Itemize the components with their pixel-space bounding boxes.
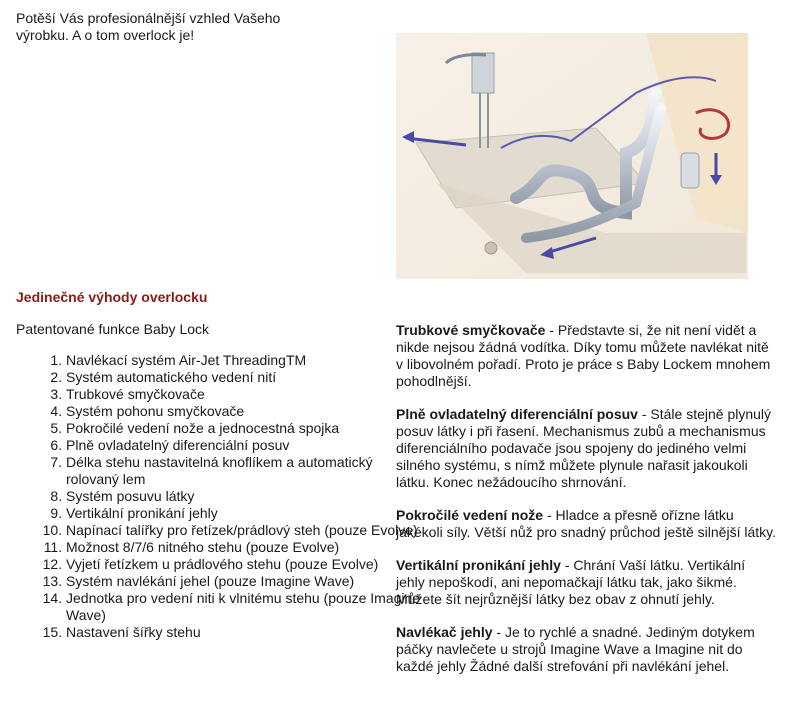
feature-list bbox=[16, 352, 422, 641]
detail-text: - Je to rychlé a snadné. Jediným dotykem páčky navlečete u strojů Imagine Wave a Imagine nit do každé jehly Žádné další strefování při navlékání jehel. bbox=[396, 624, 755, 674]
list-item: 4. Systém pohonu smyčkovače bbox=[66, 403, 422, 420]
intro-text: Potěší Vás profesionálnější vzhled Vašeho výrobku. A o tom overlock je! bbox=[16, 10, 281, 43]
list-item: 12. Vyjetí řetízkem u prádlového stehu (pouze Evolve) bbox=[66, 556, 422, 573]
section-title: Jedinečné výhody overlocku bbox=[16, 289, 208, 305]
list-item: 10. Napínací talířky pro řetízek/prádlový steh (pouze Evolve) bbox=[66, 522, 422, 539]
detail-paragraph bbox=[396, 406, 776, 491]
detail-text: - Chrání Vaší látku. Vertikální jehly nepoškodí, ani nepomačkají látku tak, jako šikmé. Můžete šít nejrůznější látky bez obav z ohnutí jehly. bbox=[396, 557, 746, 607]
detail-term: Navlékač jehly bbox=[396, 624, 493, 640]
list-item: 1. Navlékací systém Air-Jet ThreadingTM bbox=[66, 352, 422, 369]
list-item: 15. Nastavení šířky stehu bbox=[66, 624, 422, 641]
detail-term: Vertikální pronikání jehly bbox=[396, 557, 561, 573]
detail-text: - Hladce a přesně ořízne látku jakékoli síly. Větší nůž pro snadný průchod ještě silnější látky. bbox=[396, 507, 776, 540]
list-item: 2. Systém automatického vedení nití bbox=[66, 369, 422, 386]
list-item: 7. Délka stehu nastavitelná knoflíkem a automatický rolovaný lem bbox=[66, 454, 422, 488]
list-item: 8. Systém posuvu látky bbox=[66, 488, 422, 505]
detail-text: - Stále stejně plynulý posuv látky i při řasení. Mechanismus zubů a mechanismus diferenciálního podavače jsou spojeny do jediného velmi silného systému, s nímž můžete plynule nařasit jakoukoli látku. Konec nežádoucího shrnování. bbox=[396, 406, 772, 490]
detail-paragraph bbox=[396, 557, 776, 608]
detail-term: Plně ovladatelný diferenciální posuv bbox=[396, 406, 638, 422]
list-item: 6. Plně ovladatelný diferenciální posuv bbox=[66, 437, 422, 454]
detail-text: - Představte si, že nit není vidět a nikde nejsou žádná vodítka. Díky tomu můžete navlékat nitě v libovolném pořadí. Proto je práce s Baby Lockem mnohem pohodlnější. bbox=[396, 322, 771, 389]
detail-paragraph bbox=[396, 507, 776, 541]
list-item: 11. Možnost 8/7/6 nitného stehu (pouze Evolve) bbox=[66, 539, 422, 556]
detail-paragraph bbox=[396, 322, 776, 390]
list-item: 13. Systém navlékání jehel (pouze Imagine Wave) bbox=[66, 573, 422, 590]
list-item: 9. Vertikální pronikání jehly bbox=[66, 505, 422, 522]
list-item: 14. Jednotka pro vedení niti k vlnitému stehu (pouze Imagine Wave) bbox=[66, 590, 422, 624]
list-item: 3. Trubkové smyčkovače bbox=[66, 386, 422, 403]
detail-term: Pokročilé vedení nože bbox=[396, 507, 544, 523]
subtitle: Patentované funkce Baby Lock bbox=[16, 321, 210, 337]
list-item: 5. Pokročilé vedení nože a jednocestná spojka bbox=[66, 420, 422, 437]
detail-paragraph bbox=[396, 624, 776, 675]
overlock-threading-illustration bbox=[396, 33, 748, 279]
detail-term: Trubkové smyčkovače bbox=[396, 322, 546, 338]
feature-details bbox=[396, 322, 776, 691]
